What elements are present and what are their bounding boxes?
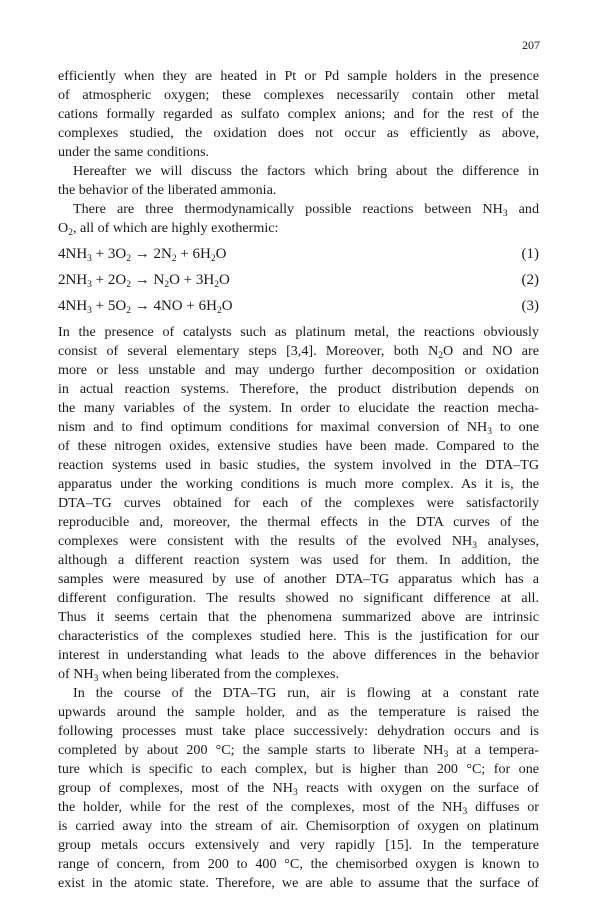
- equation-1: [58, 241, 539, 267]
- text-line: completed by about 200 °C; the sample starts to liberate $NH_3$ at a tempera-: [58, 742, 539, 760]
- paragraph: [58, 67, 539, 162]
- equation-3: [58, 293, 539, 319]
- paragraph: [58, 684, 539, 893]
- text-line: although a different reaction system was used for them. In addition, the: [58, 552, 539, 568]
- text-line: of $NH_3$ when being liberated from the complexes.: [58, 666, 340, 684]
- text-line: Thus it seems certain that the phenomena summarized above are intrinsic: [58, 609, 539, 625]
- text-line: range of concern, from 200 to 400 °C, the chemisorbed oxygen is known to: [58, 856, 539, 872]
- text-line: apparatus under the working conditions is much more complex. As it is, the: [58, 476, 539, 492]
- equation-number: (3): [521, 297, 539, 314]
- text-line: of atmospheric oxygen; these complexes necessarily contain other metal: [58, 87, 539, 103]
- text-line: following processes must take place successively: dehydration occurs and is: [58, 723, 539, 739]
- text-line: more or less unstable and may undergo further decomposition or oxidation: [58, 362, 539, 378]
- text-line: complexes studied, the oxidation does not occur as efficiently as above,: [58, 125, 539, 141]
- equation-expression: $4NH_3 + 5O_2 \to 4NO + 6H_2O$: [58, 297, 233, 316]
- text-line: nism and to find optimum conditions for maximal conversion of $NH_3$ to one: [58, 419, 539, 437]
- text-line: There are three thermodynamically possible reactions between $NH_3$ and: [73, 201, 539, 219]
- text-line: ture which is specific to each complex, but is higher than 200 °C; for one: [58, 761, 539, 777]
- text-line: In the course of the DTA–TG run, air is flowing at a constant rate: [73, 685, 539, 701]
- text-line: DTA–TG curves obtained for each of the complexes were satisfactorily: [58, 495, 539, 511]
- text-line: cations formally regarded as sulfato complex anions; and for the rest of the: [58, 106, 539, 122]
- text-line: group metals occurs extensively and very rapidly [15]. In the temperature: [58, 837, 539, 853]
- paragraph: [58, 200, 539, 238]
- paragraph: [58, 162, 539, 200]
- equation-2: [58, 267, 539, 293]
- text-line: of these nitrogen oxides, extensive studies have been made. Compared to the: [58, 438, 539, 454]
- text-line: exist in the atomic state. Therefore, we are able to assume that the surface of: [58, 875, 539, 891]
- text-line: efficiently when they are heated in Pt or Pd sample holders in the presence: [58, 68, 539, 84]
- body-text: [58, 67, 539, 893]
- text-line: upwards around the sample holder, and as the temperature is raised the: [58, 704, 539, 720]
- text-line: the behavior of the liberated ammonia.: [58, 182, 277, 198]
- text-line: complexes were consistent with the results of the evolved $NH_3$ analyses,: [58, 533, 540, 551]
- text-line: consist of several elementary steps [3,4]. Moreover, both $N_2O$ and NO are: [58, 343, 539, 361]
- text-line: In the presence of catalysts such as platinum metal, the reactions obviously: [58, 324, 539, 340]
- text-line: samples were measured by use of another DTA–TG apparatus which has a: [58, 571, 539, 587]
- equation-number: (2): [521, 271, 539, 288]
- text-line: Hereafter we will discuss the factors which bring about the difference in: [73, 163, 539, 179]
- equation-number: (1): [521, 245, 539, 262]
- page-number: 207: [522, 38, 540, 52]
- equation-expression: $4NH_3 + 3O_2 \to 2N_2 + 6H_2O$: [58, 245, 227, 264]
- text-line: is carried away into the stream of air. Chemisorption of oxygen on platinum: [58, 818, 539, 834]
- text-line: the many variables of the system. In order to elucidate the reaction mecha-: [58, 400, 539, 416]
- text-line: $O_2$, all of which are highly exothermic:: [58, 220, 279, 238]
- text-line: reproducible and, moreover, the thermal effects in the DTA curves of the: [58, 514, 539, 530]
- text-line: the holder, while for the rest of the complexes, most of the $NH_3$ diffuses or: [58, 799, 539, 817]
- text-line: group of complexes, most of the $NH_3$ reacts with oxygen on the surface of: [58, 780, 539, 798]
- equation-block: [58, 241, 539, 319]
- text-line: reaction systems used in basic studies, the system involved in the DTA–TG: [58, 457, 539, 473]
- text-line: in actual reaction systems. Therefore, the product distribution depends on: [58, 381, 539, 397]
- text-line: under the same conditions.: [58, 144, 210, 160]
- equation-expression: $2NH_3 + 2O_2 \to N_2O + 3H_2O$: [58, 271, 230, 290]
- text-line: characteristics of the complexes studied here. This is the justification for our: [58, 628, 539, 644]
- text-line: interest in understanding what leads to the above differences in the behavior: [58, 647, 539, 663]
- paragraph: [58, 323, 539, 684]
- text-line: different configuration. The results showed no significant difference at all.: [58, 590, 539, 606]
